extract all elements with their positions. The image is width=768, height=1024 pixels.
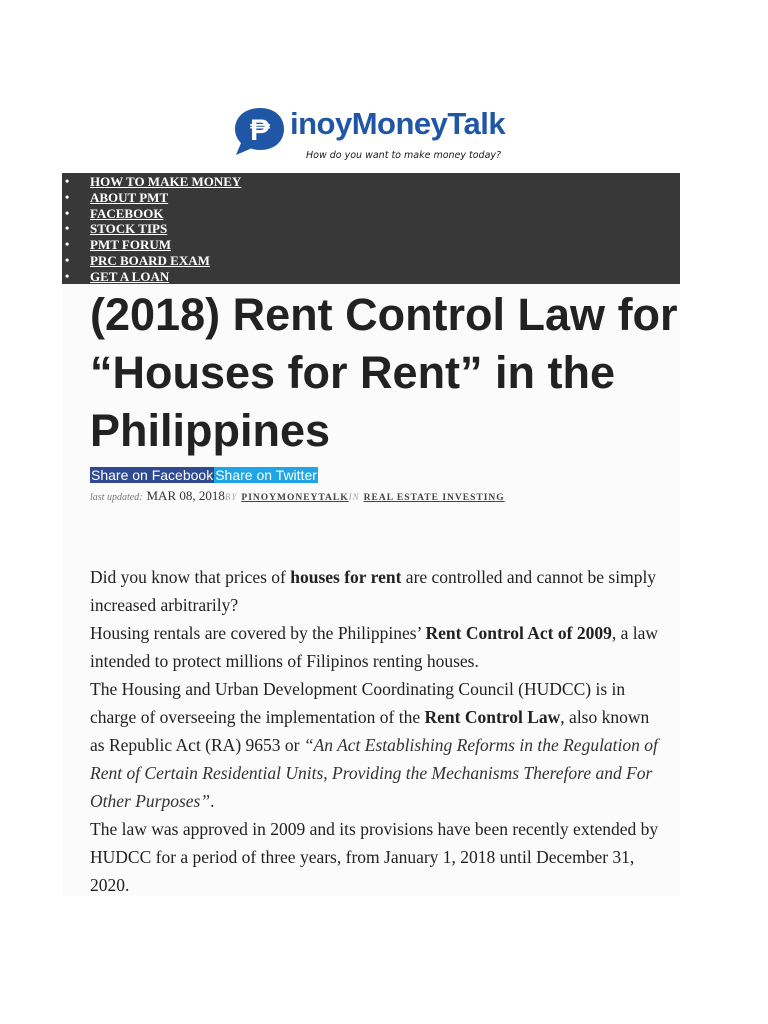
nav-item-pmt-forum <box>62 237 680 253</box>
paragraph-text: are controlled and cannot be simply increased arbitrarily? <box>90 567 657 615</box>
nav-link-get-a-loan[interactable]: GET A LOAN <box>90 268 170 284</box>
bold-text: Rent Control Act of 2009 <box>425 623 612 643</box>
site-logo[interactable] <box>230 100 550 170</box>
nav-item-prc-board-exam <box>62 253 680 269</box>
nav-link-how-to-make-money[interactable]: HOW TO MAKE MONEY <box>90 174 242 189</box>
paragraph-text: Housing rentals are covered by the Philippines’ <box>90 623 426 643</box>
nav-item-how-to-make-money <box>62 174 680 190</box>
article-body <box>90 563 665 899</box>
last-updated-label: last updated: <box>90 492 143 503</box>
italic-quote: “An Act Establishing Reforms in the Regulation of Rent of Certain Residential Units, Providing the Mechanisms Therefore and For Other Purposes” <box>90 735 658 811</box>
bullet-icon: • <box>65 252 70 267</box>
paragraph <box>90 675 665 815</box>
by-label: BY <box>224 492 238 502</box>
bullet-icon: • <box>65 189 70 204</box>
bold-text: houses for rent <box>290 567 402 587</box>
bold-text: Rent Control Law <box>424 707 561 727</box>
nav-link-stock-tips[interactable]: STOCK TIPS <box>90 221 168 237</box>
paragraph-text: The Housing and Urban Development Coordinating Council (HUDCC) is in charge of overseeing the implementation of the <box>90 679 626 727</box>
share-bar <box>90 467 318 484</box>
nav-item-stock-tips <box>62 221 680 237</box>
paragraph-text: Did you know that prices of <box>90 567 291 587</box>
bullet-icon: • <box>65 237 70 252</box>
article-meta <box>90 487 505 505</box>
nav-item-facebook <box>62 206 680 222</box>
paragraph <box>90 563 665 619</box>
paragraph: The law was approved in 2009 and its provisions have been recently extended by HUDCC for a period of three years, from January 1, 2018 until December 31, 2020. <box>90 819 659 895</box>
nav-link-about-pmt[interactable]: ABOUT PMT <box>90 189 169 205</box>
share-facebook-button[interactable]: Share on Facebook <box>91 467 214 483</box>
paragraph-text: , also known as Republic Act (RA) 9653 or <box>90 707 650 755</box>
paragraph-text: , a law intended to protect millions of Filipinos renting houses. <box>90 623 658 671</box>
share-twitter-button[interactable]: Share on Twitter <box>215 467 317 483</box>
article-date: MAR 08, 2018 <box>146 488 225 503</box>
bullet-icon: • <box>65 174 70 188</box>
category-link[interactable]: REAL ESTATE INVESTING <box>363 493 505 503</box>
author-link[interactable]: PINOYMONEYTALK <box>241 493 349 503</box>
nav-item-about-pmt <box>62 190 680 206</box>
in-label: IN <box>348 492 360 502</box>
nav-item-get-a-loan <box>62 269 680 285</box>
bullet-icon: • <box>65 268 70 283</box>
nav-link-facebook[interactable]: FACEBOOK <box>90 205 164 221</box>
main-nav <box>62 173 680 284</box>
logo-wordmark: inoyMoneyTalk <box>290 106 506 141</box>
nav-link-prc-board-exam[interactable]: PRC BOARD EXAM <box>90 252 210 268</box>
paragraph-text: . <box>210 791 215 811</box>
peso-bubble-icon <box>230 104 286 156</box>
svg-text:₱: ₱ <box>249 114 271 147</box>
logo-tagline: How do you want to make money today? <box>306 150 502 161</box>
nav-link-pmt-forum[interactable]: PMT FORUM <box>90 237 171 253</box>
article-title: (2018) Rent Control Law for “Houses for Rent” in the Philippines <box>90 289 678 456</box>
bullet-icon: • <box>65 205 70 220</box>
paragraph <box>90 619 665 675</box>
bullet-icon: • <box>65 221 70 236</box>
